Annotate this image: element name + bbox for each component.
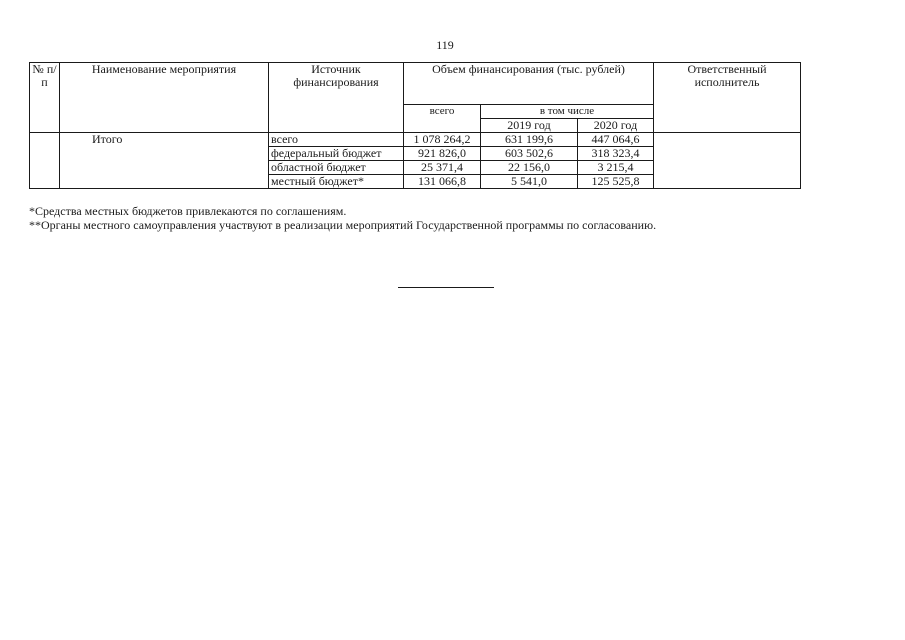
cell-source: всего <box>269 133 404 147</box>
footnote-local-government: **Органы местного самоуправления участвуют в реализации мероприятий Государственной программы по согласованию. <box>29 218 657 232</box>
footnotes <box>29 204 656 232</box>
header-year-2020: 2020 год <box>578 119 654 133</box>
cell-2019: 22 156,0 <box>481 161 578 175</box>
header-total: всего <box>404 105 481 133</box>
header-source: Источник финансирования <box>269 63 404 133</box>
header-volume: Объем финансирования (тыс. рублей) <box>404 63 654 105</box>
cell-2020: 125 525,8 <box>578 175 654 189</box>
cell-total: 25 371,4 <box>404 161 481 175</box>
cell-2019: 603 502,6 <box>481 147 578 161</box>
header-responsible: Ответственный исполнитель <box>654 63 801 133</box>
cell-total: 1 078 264,2 <box>404 133 481 147</box>
cell-source: местный бюджет* <box>269 175 404 189</box>
cell-total: 921 826,0 <box>404 147 481 161</box>
page-number: 119 <box>436 38 454 52</box>
cell-responsible <box>654 133 801 189</box>
header-num: № п/п <box>30 63 60 133</box>
cell-total: 131 066,8 <box>404 175 481 189</box>
cell-source: областной бюджет <box>269 161 404 175</box>
header-year-2019: 2019 год <box>481 119 578 133</box>
cell-group-label: Итого <box>60 133 269 189</box>
cell-num <box>30 133 60 189</box>
cell-2019: 631 199,6 <box>481 133 578 147</box>
cell-2019: 5 541,0 <box>481 175 578 189</box>
table-row <box>30 133 801 147</box>
cell-2020: 3 215,4 <box>578 161 654 175</box>
cell-source: федеральный бюджет <box>269 147 404 161</box>
cell-2020: 447 064,6 <box>578 133 654 147</box>
footnote-local-budget: *Средства местных бюджетов привлекаются по соглашениям. <box>29 204 347 218</box>
header-name: Наименование мероприятия <box>60 63 269 133</box>
separator-line <box>398 287 494 288</box>
financing-table <box>29 62 801 189</box>
header-including: в том числе <box>481 105 654 119</box>
cell-2020: 318 323,4 <box>578 147 654 161</box>
